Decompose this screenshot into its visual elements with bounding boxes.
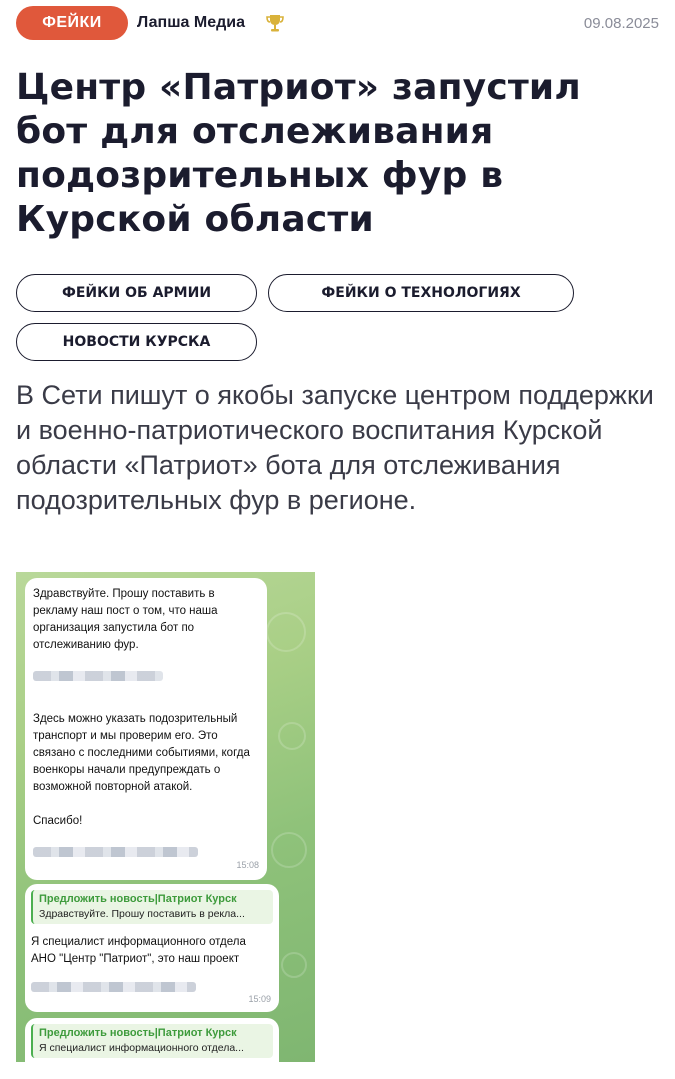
trophy-icon xyxy=(265,12,285,34)
quote-author: Предложить новость|Патриот Курск xyxy=(39,893,237,905)
message-paragraph: Спасибо! xyxy=(33,815,83,827)
reply-quote xyxy=(31,890,273,924)
quote-snippet: Я специалист информационного отдела... xyxy=(39,1042,244,1054)
message-paragraph: Я специалист информационного отдела АНО "Центр "Патриот", это наш проект xyxy=(31,936,246,965)
chat-screenshot-image xyxy=(16,572,315,1062)
message-time: 15:08 xyxy=(236,860,259,870)
blurred-contact xyxy=(31,982,196,992)
message-paragraph: Здесь можно указать подозрительный транспорт и мы проверим его. Это связано с последними событиями, когда военкоры начали предупреждать о возможной повторной атакой. xyxy=(33,713,250,793)
message-paragraph: Здравствуйте. Прошу поставить в рекламу наш пост о том, что наша организация запустила бот по отслеживанию фур. xyxy=(33,588,218,651)
article-title: Центр «Патриот» запустил бот для отслеживания подозрительных фур в Курской области xyxy=(16,67,581,240)
tag-army-fakes[interactable]: ФЕЙКИ ОБ АРМИИ xyxy=(16,274,257,312)
blurred-contact xyxy=(33,847,198,857)
article-header xyxy=(16,6,659,40)
quote-snippet: Здравствуйте. Прошу поставить в рекла... xyxy=(39,908,245,920)
blurred-link xyxy=(33,671,163,681)
chat-message-reply xyxy=(25,884,279,1012)
tag-kursk-news[interactable]: НОВОСТИ КУРСКА xyxy=(16,323,257,361)
reply-quote xyxy=(31,1024,273,1058)
chat-message-reply xyxy=(25,1018,279,1062)
category-badge[interactable]: ФЕЙКИ xyxy=(16,6,128,40)
source-name[interactable]: Лапша Медиа xyxy=(137,14,245,31)
publish-date: 09.08.2025 xyxy=(583,15,659,32)
quote-author: Предложить новость|Патриот Курск xyxy=(39,1027,237,1039)
article-lead: В Сети пишут о якобы запуске центром поддержки и военно-патриотического воспитания Курской области «Патриот» бота для отслеживания подозрительных фур в регионе. xyxy=(16,380,654,515)
message-time: 15:09 xyxy=(248,994,271,1004)
chat-message-incoming xyxy=(25,578,267,880)
tag-tech-fakes[interactable]: ФЕЙКИ О ТЕХНОЛОГИЯХ xyxy=(268,274,574,312)
